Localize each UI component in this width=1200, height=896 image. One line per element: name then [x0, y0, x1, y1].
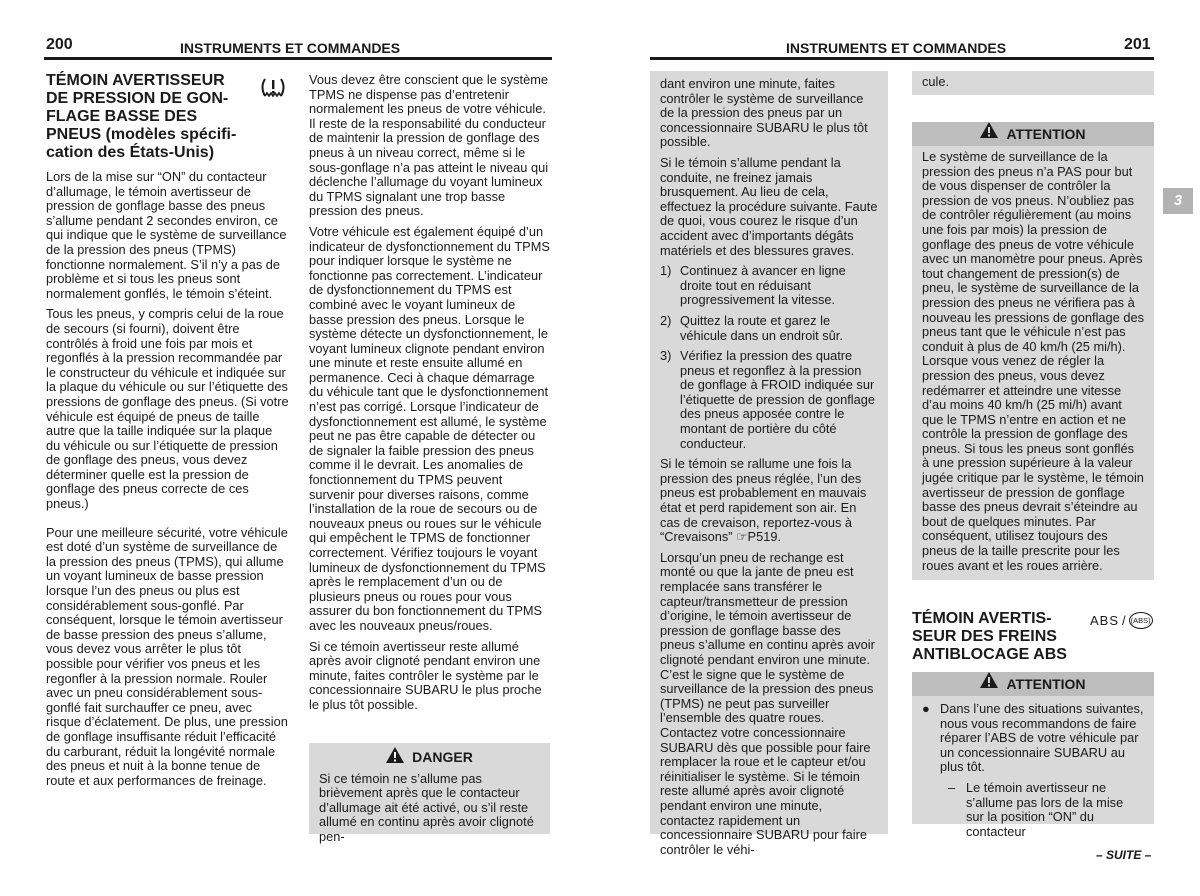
procedure-step: 3) Vérifiez la pression des quatre pneus et regonflez à la pression de gonflage à FROID indiquée sur l’étiquette de pression de gonflage des pneus apposée contre le montant de portière du côté conducteur.: [660, 348, 875, 451]
right-page-number: 201: [1124, 36, 1151, 53]
tpms-title: TÉMOIN AVERTISSEUR DE PRESSION DE GON- FLAGE BASSE DES PNEUS (modèles spécifi- cation des États-Unis): [46, 72, 237, 161]
left-page-number: 200: [46, 36, 73, 53]
attention-bullet: ● Dans l’une des situations suivantes, nous vous recommandons de faire réparer l’ABS de votre véhicule par un concessionnaire SUBARU au plus tôt.: [922, 701, 1144, 775]
procedure-step: 2) Quittez la route et garez le véhicule dans un endroit sûr.: [660, 312, 843, 343]
right-header-rule: [650, 57, 1154, 60]
warning-triangle-icon: [980, 671, 998, 695]
col3-paragraph-4: Lorsqu’un pneu de rechange est monté ou que la jante de pneu est remplacée sans transférer le capteur/transmetteur de pression d’origine, le témoin avertisseur de pression de gonflage basse des pneus s’allume en continu après avoir clignoté pendant environ une minute. C’est le signe que le système de surveillance de la pression des pneus (TPMS) ne peut pas surveiller l’ensemble des quatre roues. Contactez votre concessionnaire SUBARU dès que possible pour faire remplacer la roue et le capteur et/ou réinitialiser le système. Si le témoin reste allumé après avoir clignoté pendant environ une minute, contactez rapidement un concessionnaire SUBARU pour faire contrôler le véhi-: [660, 549, 875, 857]
abs-title: TÉMOIN AVERTIS- SEUR DES FREINS ANTIBLOCAGE ABS: [912, 610, 1067, 663]
abs-indicator-icon: ABS / (ABS): [1090, 613, 1151, 628]
abs-heading: [912, 610, 1154, 670]
attention-box-1: [912, 122, 1154, 580]
left-section-title: INSTRUMENTS ET COMMANDES: [180, 40, 401, 56]
continued-footer: – SUITE –: [1096, 848, 1152, 862]
tire-pressure-warning-icon: [258, 76, 288, 106]
danger-box: [309, 743, 550, 844]
tpms-col2-paragraph-2: Votre véhicule est également équipé d’un indicateur de dysfonctionnement du TPMS pour indiquer lorsque le système ne fonctionne pas correctement. L’indicateur de dysfonctionnement du TPMS est combiné avec le voyant lumineux de basse pression des pneus. Lorsque le système détecte un dysfonctionnement, le voyant lumineux clignote pendant environ une minute et reste ensuite allumé en permanence. Ceci à chaque démarrage du véhicule tant que le dysfonctionnement n’est pas corrigé. Lorsque l’indicateur de dysfonctionnement est allumé, le système peut ne pas être capable de détecter ou de signaler la faible pression des pneus comme il le devrait. Les anomalies de fonctionnement du TPMS peuvent survenir pour diverses raisons, comme l’installation de la roue de secours ou de nouveaux pneus ou roues sur le véhicule qui empêchent le TPMS de fonctionner correctement. Vérifiez toujours le voyant lumineux de dysfonctionnement du TPMS après le remplacement d’un ou de plusieurs pneus ou roues pour vous assurer du bon fonctionnement du TPMS avec les nouveaux pneus/roues.: [309, 223, 550, 633]
danger-text: Si ce témoin ne s’allume pas brièvement après que le contacteur d’allumage ait été activé, ou s’il reste allumé en continu après avoir clignoté pen-: [319, 770, 534, 844]
warning-continued-box: [650, 71, 888, 857]
procedure-step: 1) Continuez à avancer en ligne droite tout en réduisant progressivement la vitesse.: [660, 263, 846, 308]
tpms-col1-paragraph-2: Tous les pneus, y compris celui de la roue de secours (si fourni), doivent être contrôlés à froid une fois par mois et regonflés à la pression recommandée par le constructeur du véhicule et indiquée sur la plaque du véhicule ou sur l’étiquette des pressions de gonflage des pneus. (Si votre véhicule est équipé de pneus de taille autre que la taille indiquée sur la plaque du véhicule ou sur l’étiquette de pression de gonflage des pneus, vous devez déterminer quelle est la pression de gonflage des pneus correcte de ces pneus.): [46, 306, 289, 512]
attention-box-2: [912, 672, 1154, 839]
continued-box: cule.: [912, 71, 1154, 95]
attention-label-2: ATTENTION: [1006, 676, 1086, 692]
warning-triangle-icon: [386, 747, 404, 766]
left-header-rule: [44, 57, 552, 60]
attention-heading-1: [912, 122, 1154, 146]
attention-text-1: Le système de surveillance de la pression des pneus n’a PAS pour but de vous dispenser de contrôler la pression de vos pneus. N’oubliez pas de contrôler régulièrement (au moins une fois par mois) la pression de gonflage des pneus de votre véhicule avec un manomètre pour pneus. Après tout changement de pression(s) de pneu, le système de surveillance de la pression des pneus ne vérifiera pas à nouveau les pressions de gonflage des pneus tant que le véhicule n’est pas conduit à plus de 40 km/h (25 mi/h). Lorsque vous venez de régler la pression des pneus, vous devez redémarrer et atteindre une vitesse d’au moins 40 km/h (25 mi/h) avant que le TPMS n’entre en action et ne contrôle la pression de gonflage des pneus. Si tous les pneus sont gonflés à une pression supérieure à la valeur jugée critique par le système, le témoin avertisseur de pression de gonflage basse des pneus devrait s’éteindre au bout de quelques minutes. Par conséquent, utilisez toujours des pneus de la taille prescrite pour les roues avant et les roues arrière.: [922, 149, 1144, 573]
chapter-tab: 3: [1163, 188, 1193, 214]
danger-heading: [319, 749, 540, 768]
abs-circle-icon: (ABS): [1129, 612, 1153, 629]
tpms-col2-paragraph-1: Vous devez être conscient que le système TPMS ne dispense pas d’entretenir normalement les pneus de votre véhicule. Il reste de la responsabilité du conducteur de maintenir la pression de gonflage des pneus à un niveau correct, même si le sous-gonflage n’a pas atteint le niveau qui déclenche l’allumage du voyant lumineux du TPMS signalant une trop basse pression des pneus.: [309, 72, 549, 219]
tpms-col1-paragraph-3: Pour une meilleure sécurité, votre véhicule est doté d’un système de surveillance de la pression des pneus (TPMS), qui allume un voyant lumineux de basse pression lorsque l’un des pneus ou plus est considérablement sous-gonflé. Par conséquent, lorsque le témoin avertisseur de basse pression des pneus s’allume, vous devez vous arrêter le plus tôt possible pour vérifier vos pneus et les regonfler à la pression normale. Rouler avec un pneu considérablement sous-gonflé fait surchauffer ce pneu, avec risque d’éclatement. De plus, une pression de gonflage insuffisante réduit l’efficacité du carburant, réduit la longévité normale des pneus et nuit à la bonne tenue de route et aux performances de freinage.: [46, 524, 288, 788]
col3-paragraph-2: Si le témoin s’allume pendant la conduite, ne freinez jamais brusquement. Au lieu de cela, effectuez la procédure suivante. Faute de quoi, vous courez le risque d’un accident avec d’importants dégâts matériels et des blessures graves.: [660, 154, 878, 258]
tpms-heading: [46, 72, 289, 162]
left-column-2: [309, 73, 550, 719]
tpms-col1-paragraph-1: Lors de la mise sur “ON” du contacteur d’allumage, le témoin avertisseur de pression de gonflage basse des pneus s’allume pendant 2 secondes environ, ce qui indique que le système de surveillance de la pression des pneus (TPMS) fonctionne normalement. S’il n’y a pas de problème et si tous les pneus sont normalement gonflés, le témoin s’éteint.: [46, 169, 287, 301]
procedure-steps: [660, 264, 878, 451]
col3-paragraph-3: Si le témoin se rallume une fois la pression des pneus réglée, l’un des pneus est probablement en mauvais état et perd rapidement son air. En cas de crevaison, reportez-vous à “Crevaisons” ☞P519.: [660, 456, 867, 545]
warning-triangle-icon: [980, 121, 998, 145]
attention-label-1: ATTENTION: [1006, 126, 1086, 142]
attention-subbullet: – Le témoin avertisseur ne s’allume pas lors de la mise sur la position “ON” du contacteur: [948, 779, 1124, 839]
tpms-col2-paragraph-3: Si ce témoin avertisseur reste allumé après avoir clignoté pendant environ une minute, faites contrôler le système par le concessionnaire SUBARU le plus proche le plus tôt possible.: [309, 638, 542, 712]
col3-paragraph-1: dant environ une minute, faites contrôler le système de surveillance de la pression des pneus par un concessionnaire SUBARU le plus tôt possible.: [660, 76, 868, 150]
danger-label: DANGER: [412, 749, 473, 765]
attention-heading-2: [912, 672, 1154, 696]
right-section-title: INSTRUMENTS ET COMMANDES: [786, 40, 1007, 56]
left-column-1: [46, 72, 289, 794]
